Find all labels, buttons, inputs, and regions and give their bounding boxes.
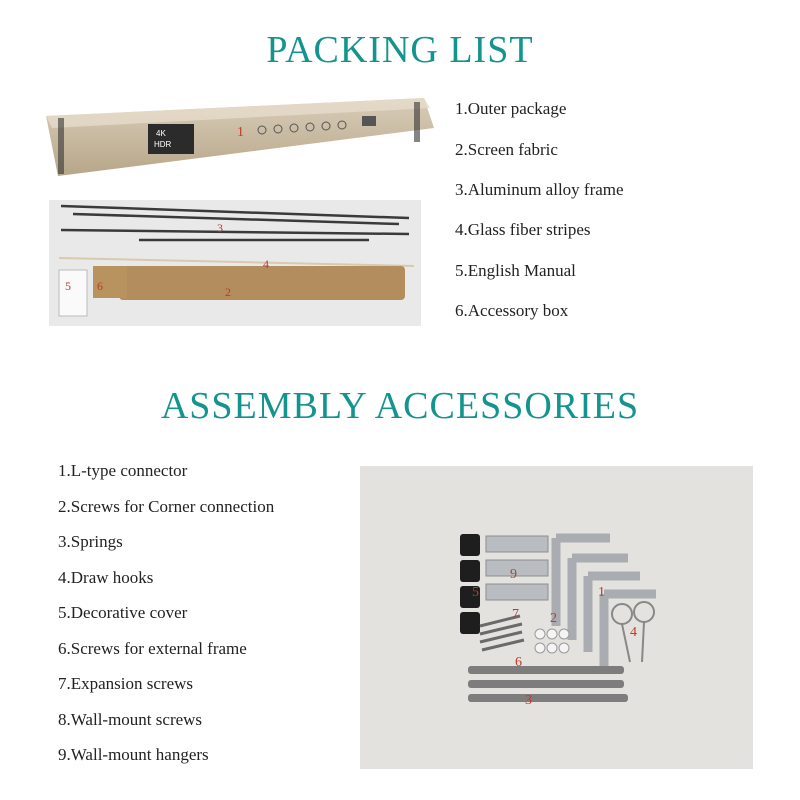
assembly-accessories-title: ASSEMBLY ACCESSORIES (160, 385, 640, 427)
svg-text:2: 2 (225, 285, 231, 299)
screen-tube (119, 266, 405, 300)
list-item: 4.Draw hooks (58, 568, 154, 587)
callout-3: 3 (525, 693, 532, 708)
list-item: 3.Aluminum alloy frame (455, 180, 624, 199)
list-item: 3.Springs (58, 532, 123, 551)
svg-text:HDR: HDR (154, 140, 172, 149)
svg-text:6: 6 (97, 279, 103, 293)
callout-5: 5 (472, 585, 479, 600)
callout-2: 2 (550, 611, 557, 626)
packing-list-title: PACKING LIST (266, 29, 534, 71)
callout-1: 1 (598, 585, 605, 600)
svg-text:3: 3 (217, 221, 223, 235)
callout-9: 9 (510, 567, 517, 582)
svg-text:4K: 4K (156, 129, 166, 138)
list-item: 2.Screws for Corner connection (58, 497, 275, 516)
wall-mount-hangers (486, 536, 548, 600)
accessories-photo (360, 466, 753, 769)
list-item: 6.Accessory box (455, 301, 569, 320)
svg-text:5: 5 (65, 279, 71, 293)
svg-text:4: 4 (263, 257, 269, 271)
list-item: 4.Glass fiber stripes (455, 220, 591, 239)
outer-package-photo (44, 94, 436, 182)
manual (59, 270, 87, 316)
list-item: 2.Screen fabric (455, 140, 558, 159)
callout-6: 6 (515, 655, 522, 670)
list-item: 1.L-type connector (58, 461, 188, 480)
list-item: 5.Decorative cover (58, 603, 188, 622)
list-item: 6.Screws for external frame (58, 639, 247, 658)
list-item: 7.Expansion screws (58, 674, 194, 693)
list-item: 9.Wall-mount hangers (58, 745, 209, 764)
list-item: 8.Wall-mount screws (58, 710, 203, 729)
callout-7: 7 (512, 607, 519, 622)
callout-4: 4 (630, 625, 637, 640)
list-item: 1.Outer package (455, 99, 567, 118)
list-item: 5.English Manual (455, 261, 576, 280)
hdr-badge (148, 124, 194, 154)
callout-1: 1 (237, 125, 244, 140)
springs (468, 666, 628, 702)
package-contents-photo (49, 200, 421, 326)
